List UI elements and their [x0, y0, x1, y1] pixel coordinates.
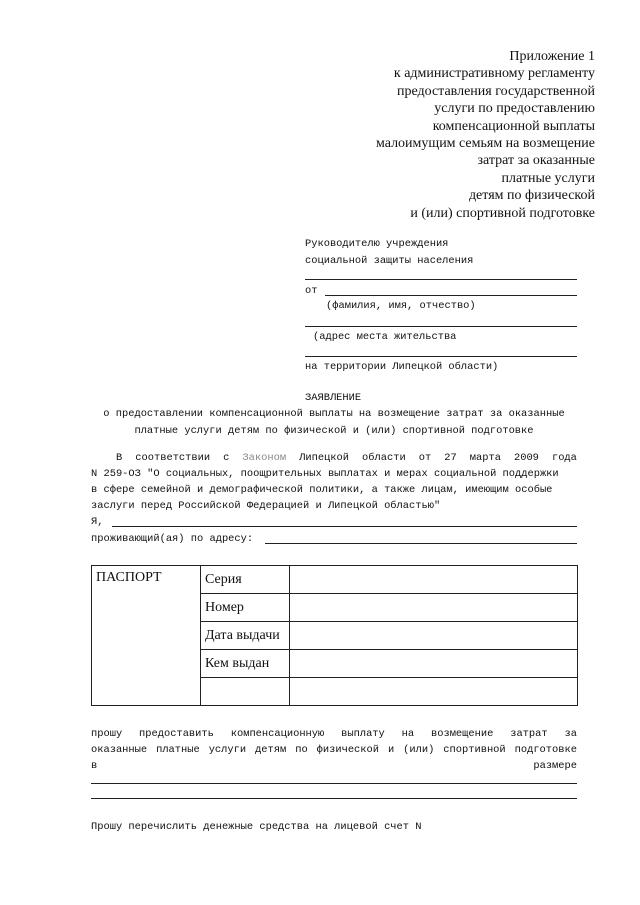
- i-label: Я,: [91, 516, 104, 528]
- request-word: размере: [533, 760, 577, 772]
- law-link[interactable]: Законом: [242, 452, 287, 464]
- residing-label: проживающий(ая) по адресу:: [91, 533, 254, 545]
- appendix-line: к административному регламенту: [393, 66, 595, 82]
- intro-word: с: [223, 452, 230, 464]
- request-word: платные: [156, 744, 200, 756]
- intro-word: 27: [444, 452, 457, 464]
- request-word: за: [564, 728, 577, 740]
- address-field-2[interactable]: [305, 356, 577, 357]
- request-word: предоставить: [139, 728, 214, 740]
- appendix-line: затрат за оказанные: [477, 153, 595, 169]
- appendix-line: малоимущим семьям на возмещение: [375, 136, 595, 152]
- request-word: выплату: [341, 728, 385, 740]
- request-word: оказанные: [91, 744, 148, 756]
- request-row1: [91, 728, 577, 740]
- amount-field-2[interactable]: [91, 798, 577, 799]
- request-word: услуги: [208, 744, 247, 756]
- issue-date-label: Дата выдачи: [201, 622, 290, 650]
- issued-by-label: Кем выдан: [201, 650, 290, 678]
- request-word: в: [91, 760, 98, 772]
- request-word: и: [387, 744, 395, 756]
- request-row3: [91, 760, 577, 772]
- series-label: Серия: [201, 566, 290, 594]
- intro-word: марта: [469, 452, 501, 464]
- request-word: детям: [255, 744, 287, 756]
- addressee-line1: Руководителю учреждения: [305, 238, 449, 250]
- intro-word: Липецкой: [299, 452, 349, 464]
- empty-cell: [201, 678, 290, 706]
- request-word: возмещение: [430, 728, 494, 740]
- intro-word: года: [551, 452, 577, 464]
- intro-word: В: [116, 452, 123, 464]
- blank-line: [305, 279, 577, 280]
- appendix-line: компенсационной выплаты: [432, 118, 595, 134]
- series-input[interactable]: [290, 566, 578, 594]
- request-word: затрат: [510, 728, 548, 740]
- request-word: спортивной: [443, 744, 506, 756]
- appendix-line: Приложение 1: [509, 49, 595, 64]
- appendix-line: платные услуги: [501, 170, 595, 186]
- issue-date-input[interactable]: [290, 622, 578, 650]
- request-word: (или): [403, 744, 435, 756]
- request-word: физической: [316, 744, 379, 756]
- intro-row3: в сфере семейной и демографической политики, а также лицам, имеющим особые: [91, 484, 553, 496]
- document-heading: ЗАЯВЛЕНИЕ: [305, 392, 362, 404]
- number-input[interactable]: [290, 594, 578, 622]
- intro-row2: N 259-ОЗ "О социальных, поощрительных выплатах и мерах социальной поддержки: [91, 468, 559, 480]
- request-word: на: [401, 728, 415, 740]
- request-word: по: [295, 744, 308, 756]
- intro-row4: заслуги перед Российской Федерацией и Липецкой областью": [91, 500, 441, 512]
- request-word: компенсационную: [230, 728, 325, 740]
- residence-address-field[interactable]: [265, 543, 577, 544]
- appendix-line: и (или) спортивной подготовке: [410, 205, 595, 221]
- from-label: от: [305, 285, 318, 297]
- passport-table: [91, 565, 578, 706]
- intro-row1: [116, 452, 577, 464]
- request-word: подготовке: [514, 744, 577, 756]
- issued-by-input-2[interactable]: [290, 678, 578, 706]
- title-line1: о предоставлении компенсационной выплаты на возмещение затрат за оказанные: [103, 408, 565, 420]
- transfer-request: Прошу перечислить денежные средства на лицевой счет N: [91, 821, 422, 833]
- amount-field[interactable]: [91, 783, 577, 784]
- territory-caption: на территории Липецкой области): [305, 361, 499, 373]
- address-caption: (адрес места жительства: [313, 331, 457, 343]
- title-line2: платные услуги детям по физической и (или) спортивной подготовке: [134, 425, 534, 437]
- passport-label: ПАСПОРТ: [92, 566, 201, 706]
- appendix-line: предоставления государственной: [396, 83, 595, 99]
- appendix-line: детям по физической: [468, 188, 595, 204]
- number-label: Номер: [201, 594, 290, 622]
- address-field[interactable]: [305, 326, 577, 327]
- issued-by-input[interactable]: [290, 650, 578, 678]
- intro-word: от: [418, 452, 432, 464]
- fio-field[interactable]: [325, 295, 577, 296]
- addressee-line2: социальной защиты населения: [305, 255, 474, 267]
- appendix-line: услуги по предоставлению: [434, 101, 595, 117]
- intro-word: соответствии: [135, 452, 211, 464]
- request-word: прошу: [91, 728, 123, 740]
- request-row2: [91, 744, 577, 756]
- appendix-header: [295, 48, 595, 222]
- applicant-name-field[interactable]: [112, 526, 577, 527]
- intro-word: 2009: [513, 452, 539, 464]
- intro-word: области: [362, 452, 406, 464]
- fio-caption: (фамилия, имя, отчество): [326, 300, 476, 312]
